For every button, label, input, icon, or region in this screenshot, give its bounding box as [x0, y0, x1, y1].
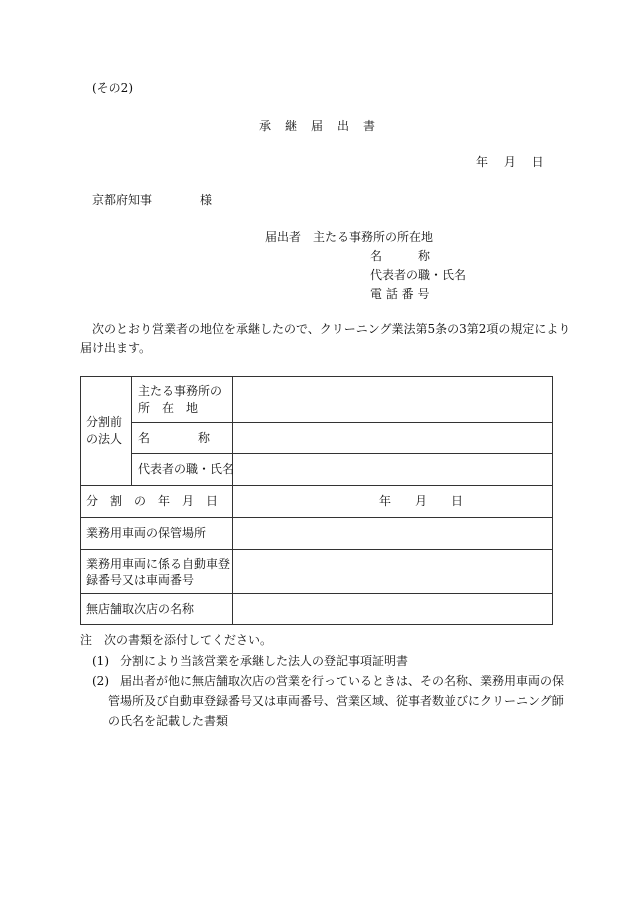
divider-group-column: [131, 377, 132, 485]
division-date-value: 年 月 日: [379, 494, 464, 508]
row-divider: [81, 485, 552, 486]
division-date-label: 分 割 の 年 月 日: [86, 494, 219, 508]
row-divider: [81, 593, 552, 594]
divider-value-column: [232, 377, 233, 624]
body-text-line2: 届け出ます。: [80, 341, 152, 355]
corp-representative-label: 代表者の職・氏名: [138, 462, 235, 476]
agent-name-label: 無店舗取次店の名称: [86, 602, 195, 616]
note-item1-text: 分割により当該営業を承継した法人の登記事項証明書: [120, 654, 409, 668]
body-text-line1: 次のとおり営業者の地位を承継したので、クリーニング業法第5条の3第2項の規定により: [92, 322, 571, 336]
applicant-label: 届出者: [265, 230, 302, 244]
representative-label: 代表者の職・氏名: [370, 268, 467, 282]
note-item1-number: (1): [92, 654, 109, 668]
office-label-line2-text: 所 在 地: [138, 401, 199, 415]
name-label: 名 称: [370, 249, 431, 263]
notes-header: 注 次の書類を添付してください。: [80, 633, 273, 647]
row-divider: [81, 549, 552, 550]
corp-name-label: 名 称: [138, 431, 211, 445]
note-item2-text-line1: 届出者が他に無店舗取次店の営業を行っているときは、その名称、業務用車両の保: [120, 674, 565, 688]
office-label-line1: 主たる事務所の: [138, 384, 223, 398]
note-item2-text-line3: の氏名を記載した書類: [108, 714, 229, 728]
row-divider: [131, 422, 552, 423]
document-title: 承 継 届 出 書: [259, 119, 377, 133]
row-divider: [81, 517, 552, 518]
vehicle-reg-label-line2: 録番号又は車両番号: [86, 573, 195, 587]
form-number: (その2): [92, 81, 133, 95]
group-label-line1: 分割前: [86, 415, 123, 429]
date-line: 年 月 日: [476, 155, 544, 169]
addressee: 京都府知事 様: [92, 193, 213, 207]
group-label-line2: の法人: [86, 432, 123, 446]
note-item2-text-line2: 管場所及び自動車登録番号又は車両番号、営業区域、従事者数並びにクリーニング師: [108, 694, 564, 708]
office-label-line2: [138, 401, 227, 415]
row-divider: [131, 453, 552, 454]
application-table: [80, 376, 553, 625]
office-address-label: 主たる事務所の所在地: [313, 230, 434, 244]
vehicle-storage-label: 業務用車両の保管場所: [86, 526, 207, 540]
note-item2-number: (2): [92, 674, 109, 688]
phone-label: 電 話 番 号: [370, 287, 430, 301]
vehicle-reg-label-line1: 業務用車両に係る自動車登: [86, 557, 231, 571]
